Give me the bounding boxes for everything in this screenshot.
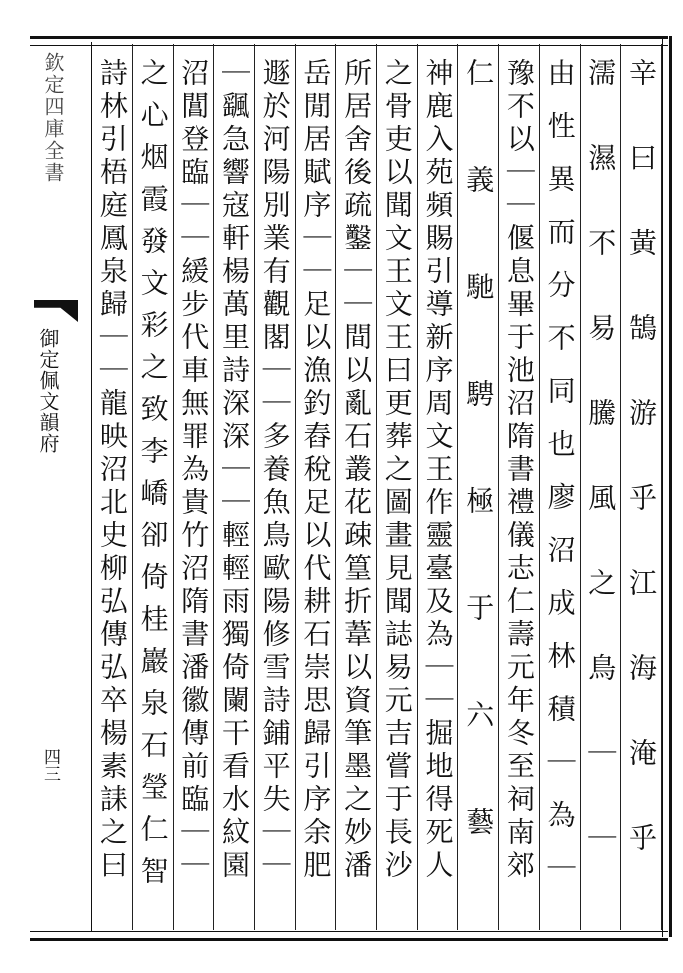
text-column-6: 神鹿入苑頻賜引導新序周文王作靈臺及為｜｜掘地得死人	[418, 44, 459, 930]
margin-series-title: 欽定四庫全書	[41, 52, 65, 184]
text-column-12: 沼閶登臨｜｜緩步代車無罪為貴竹沼隋書潘徽傳前臨｜｜	[174, 44, 215, 930]
text-column-10: 遯於河陽別業有觀閣｜｜多養魚鳥歐陽修雪詩鋪平失｜｜	[255, 44, 296, 930]
text-column-8: 所居舍後疏鑿｜｜間以亂石叢花疎篁折葦以資筆墨之妙潘	[336, 44, 377, 930]
text-column-11: ｜颻急響寇軒楊萬里詩深深｜｜輕輕雨獨倚闌干看水紋園	[214, 44, 255, 930]
text-column-9: 岳閒居賦序｜｜足以漁釣舂稅足以代耕石崇思歸引序余肥	[296, 44, 337, 930]
text-column-7: 之骨吏以聞文王文王曰更葬之圖畫見聞誌易元吉嘗于長沙	[377, 44, 418, 930]
page-number: 四三	[40, 748, 60, 782]
frame-right-border	[662, 36, 672, 937]
text-column-14: 詩林引梧庭鳳泉歸｜｜龍映沼北史柳弘傳弘卒楊素誄之曰	[92, 44, 133, 930]
text-column-1: 辛曰黃鵠游乎江海淹乎	[621, 44, 662, 930]
margin-book-title: 御定佩文韻府	[36, 328, 60, 454]
text-column-3: 由性異而分不同也廖沼成林積｜為｜	[540, 44, 581, 930]
text-column-4: 豫不以｜｜偃息畢于池沼隋書禮儀志仁壽元年冬至祠南郊	[499, 44, 540, 930]
text-column-2: 濡濕不易騰風之鳥｜｜	[581, 44, 622, 930]
text-column-5: 仁義馳騁極于六藝	[458, 44, 499, 930]
fishtail-mark-icon	[34, 300, 78, 322]
text-column-13: 之心烟霞發文彩之致李嶠卻倚桂巖泉石瑩仁智	[133, 44, 174, 930]
text-columns	[92, 44, 662, 930]
frame-bottom-border	[30, 931, 668, 941]
